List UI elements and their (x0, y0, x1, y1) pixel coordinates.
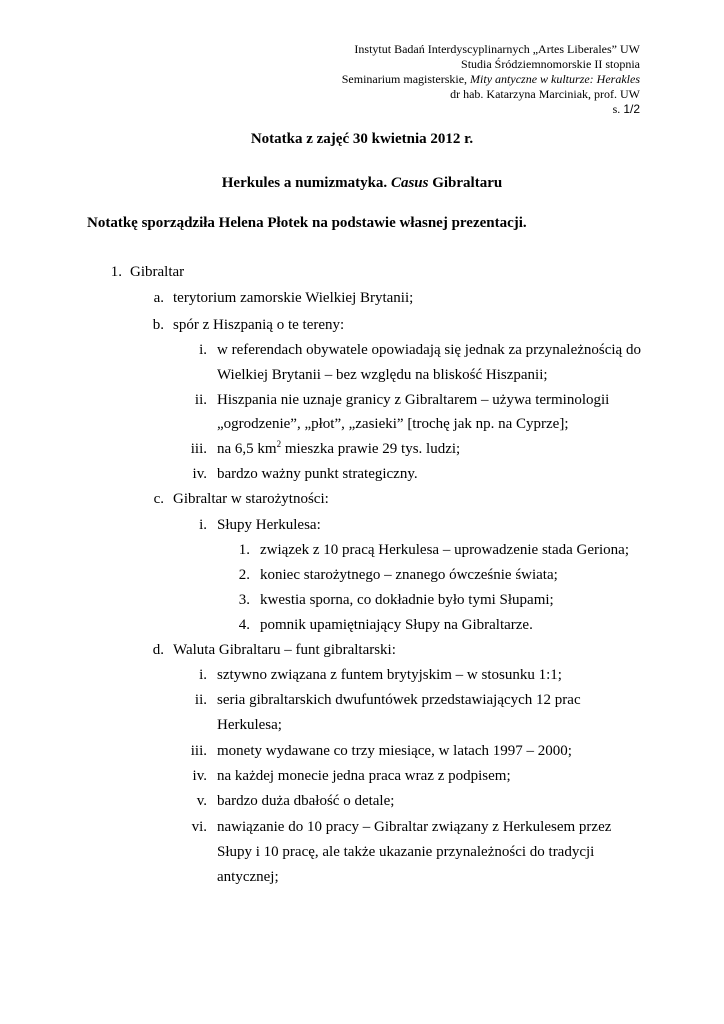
list-item: związek z 10 pracą Herkulesa – uprowadzenie stada Geriona; (260, 542, 629, 558)
header-seminar (220, 72, 640, 87)
list-item: Gibraltar w starożytności: (173, 491, 329, 507)
list-item: Hiszpania nie uznaje granicy z Gibraltarem – używa terminologii (217, 392, 610, 408)
list-marker: iv. (192, 768, 207, 784)
list-item-continuation: „ogrodzenie”, „płot”, „zasieki” [trochę jak np. na Cyprze]; (217, 416, 569, 432)
list-item-continuation: Wielkiej Brytanii – bez względu na bliskość Hiszpanii; (217, 367, 548, 383)
list-item: sztywno związana z funtem brytyjskim – w stosunku 1:1; (217, 667, 562, 683)
list-item: monety wydawane co trzy miesiące, w latach 1997 – 2000; (217, 743, 572, 759)
page-value: 1/2 (623, 102, 640, 116)
list-item: bardzo ważny punkt strategiczny. (217, 466, 418, 482)
list-item: nawiązanie do 10 pracy – Gibraltar związany z Herkulesem przez (217, 819, 612, 835)
topic-italic: Casus (390, 175, 429, 191)
page-prefix: s. (612, 102, 624, 116)
list-marker: 4. (238, 617, 250, 633)
list-marker: i. (199, 517, 207, 533)
header-institute: Instytut Badań Interdyscyplinarnych „Artes Liberales” UW (354, 42, 640, 56)
list-item: terytorium zamorskie Wielkiej Brytanii; (173, 290, 414, 306)
list-item-continuation: Słupy i 10 pracę, ale także ukazanie przynależności do tradycji (217, 844, 595, 860)
header-page-number (220, 102, 640, 117)
list-item-continuation: antycznej; (217, 869, 279, 885)
list-item (217, 440, 460, 458)
list-marker: i. (199, 342, 207, 358)
list-marker: iii. (190, 743, 207, 759)
header-instructor: dr hab. Katarzyna Marciniak, prof. UW (450, 87, 640, 101)
list-marker: a. (153, 290, 164, 306)
population-text: mieszka prawie 29 tys. ludzi; (281, 441, 461, 457)
list-marker: v. (196, 793, 207, 809)
list-marker: 2. (238, 567, 250, 583)
header-seminar-prefix: Seminarium magisterskie, (341, 72, 471, 86)
list-item: kwestia sporna, co dokładnie było tymi Słupami; (260, 592, 554, 608)
list-item-gibraltar: Gibraltar (130, 264, 185, 280)
list-item-continuation: Herkulesa; (217, 717, 282, 733)
header-program: Studia Śródziemnomorskie II stopnia (461, 57, 640, 71)
document-header (220, 42, 640, 117)
list-marker: iii. (190, 441, 207, 457)
list-item: seria gibraltarskich dwufuntówek przedstawiających 12 prac (217, 692, 581, 708)
list-marker: iv. (192, 466, 207, 482)
list-marker: 1. (110, 264, 122, 280)
list-marker: i. (199, 667, 207, 683)
list-marker: 3. (238, 592, 250, 608)
list-item: bardzo duża dbałość o detale; (217, 793, 395, 809)
list-marker: ii. (194, 392, 207, 408)
superscript: 2 (276, 439, 282, 449)
list-marker: c. (153, 491, 164, 507)
note-date-title: Notatka z zajęć 30 kwietnia 2012 r. (250, 131, 474, 147)
list-marker: d. (152, 642, 164, 658)
list-marker: vi. (191, 819, 207, 835)
topic-suffix: Gibraltaru (428, 175, 503, 191)
list-item: Waluta Gibraltaru – funt gibraltarski: (173, 642, 396, 658)
area-text: na 6,5 km (217, 441, 277, 457)
list-marker: ii. (194, 692, 207, 708)
note-topic-title (0, 175, 724, 192)
list-item: koniec starożytnego – znanego ówcześnie świata; (260, 567, 558, 583)
list-marker: b. (152, 317, 164, 333)
note-author-line: Notatkę sporządziła Helena Płotek na podstawie własnej prezentacji. (87, 215, 527, 231)
list-item: spór z Hiszpanią o te tereny: (173, 317, 345, 333)
list-item: na każdej monecie jedna praca wraz z podpisem; (217, 768, 511, 784)
list-item: Słupy Herkulesa: (217, 517, 321, 533)
list-marker: 1. (238, 542, 250, 558)
header-seminar-title: Mity antyczne w kulturze: Herakles (470, 72, 640, 86)
list-item: pomnik upamiętniający Słupy na Gibraltarze. (260, 617, 533, 633)
topic-prefix: Herkules a numizmatyka. (221, 175, 391, 191)
list-item: w referendach obywatele opowiadają się jednak za przynależnością do (217, 342, 641, 358)
